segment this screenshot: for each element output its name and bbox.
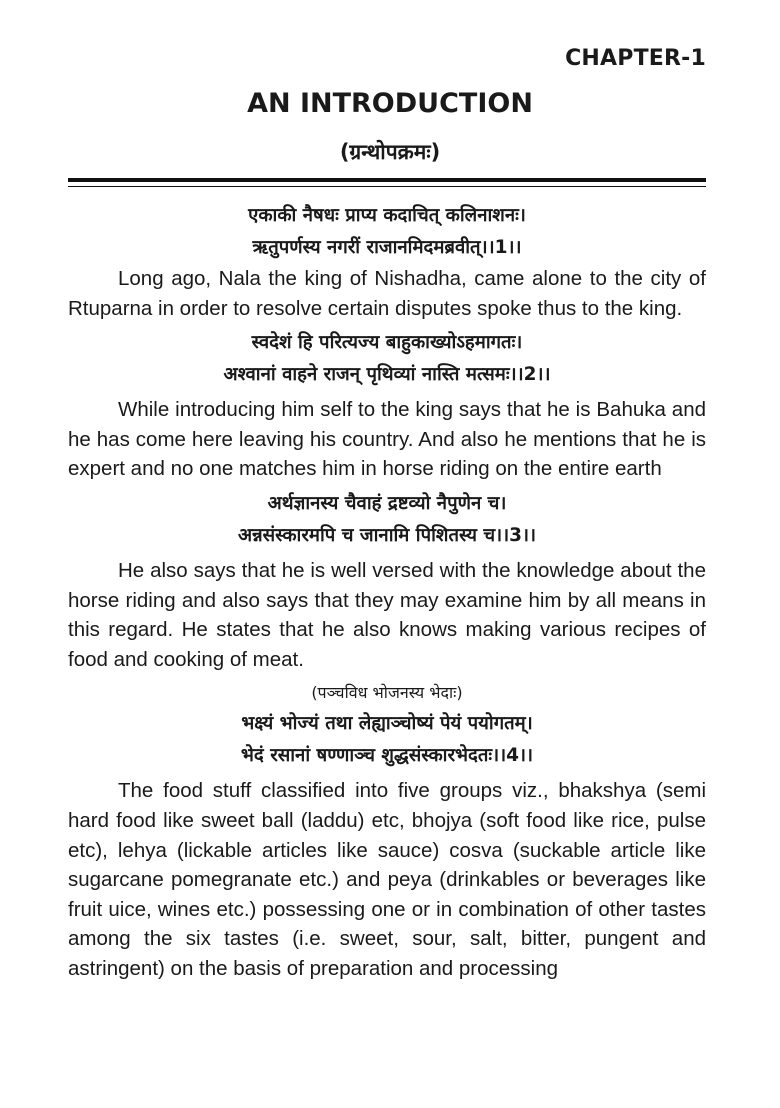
verse-heading: (पञ्चविध भोजनस्य भेदाः): [311, 683, 463, 703]
page-title: AN INTRODUCTION: [247, 88, 533, 119]
verse-line: एकाकी नैषधः प्राप्य कदाचित् कलिनाशनः।: [248, 205, 526, 226]
chapter-label: CHAPTER-1: [565, 46, 706, 71]
translation-paragraph-3: He also says that he is well versed with the knowledge about the horse riding and also says that they may examine him by all means in this regard. He states that he also knows making various recipes of food and cooking of meat.: [68, 558, 706, 671]
translation-paragraph-1: Long ago, Nala the king of Nishadha, came alone to the city of Rtuparna in order to resolve certain disputes spoke thus to the king.: [68, 267, 706, 320]
verse-line: स्वदेशं हि परित्यज्य बाहुकाख्योऽहमागतः।: [251, 332, 523, 354]
verse-4: [68, 678, 706, 772]
title-rule-thin: [68, 186, 706, 187]
page-content: [68, 200, 706, 984]
verse-line: अर्थज्ञानस्य चैवाहं द्रष्टव्यो नैपुणेन च।: [267, 492, 507, 514]
verse-line: भक्ष्यं भोज्यं तथा लेह्याञ्चोष्यं पेयं पयोगतम्।: [241, 713, 533, 735]
verse-1: [68, 200, 706, 264]
verse-3: [68, 488, 706, 552]
verse-line: अन्नसंस्कारमपि च जानामि पिशितस्य च।।3।।: [237, 524, 537, 546]
verse-line: भेदं रसानां षण्णाञ्च शुद्धसंस्कारभेदतः।।4।।: [240, 745, 534, 767]
title-rule-thick: [68, 178, 706, 182]
verse-line: अश्वानां वाहने राजन् पृथिव्यां नास्ति मत्समः।।2।।: [223, 364, 551, 386]
verse-line: ऋतुपर्णस्य नगरीं राजानमिदमब्रवीत्।।1।।: [252, 237, 522, 258]
verse-2: [68, 327, 706, 391]
translation-paragraph-2: While introducing him self to the king says that he is Bahuka and he has come here leaving his country. And also he mentions that he is expert and no one matches him in horse riding on the entire earth: [68, 398, 706, 481]
page-subtitle: (ग्रन्थोपक्रमः): [339, 140, 441, 164]
translation-paragraph-4: The food stuff classified into five groups viz., bhakshya (semi hard food like sweet ball (laddu) etc, bhojya (soft food like rice, pulse etc), lehya (lickable articles like sauce) cosva (suckable article like sugarcane pomegranate etc.) and peya (drinkables or beverages like fruit uice, wines etc.) possessing one or in combination of other tastes among the six tastes (i.e. sweet, sour, salt, bitter, pungent and astringent) on the basis of preparation and processing: [68, 779, 706, 980]
